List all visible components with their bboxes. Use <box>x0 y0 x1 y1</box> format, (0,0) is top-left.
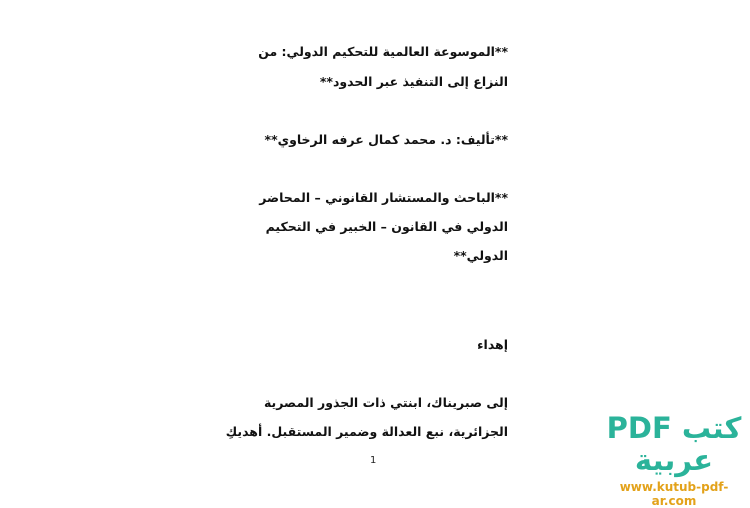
watermark-logo <box>600 412 748 508</box>
dedication-line-1: إلى صبريناك، ابنتي ذات الجذور المصرية <box>263 395 508 410</box>
title-line-1: **الموسوعة العالمية للتحكيم الدولي: من <box>258 44 508 59</box>
author-role-line-1: **الباحث والمستشار القانوني – المحاضر <box>259 190 508 205</box>
author-line: **تأليف: د. محمد كمال عرفه الرخاوي** <box>264 132 508 147</box>
author-role-line-2: الدولي في القانون – الخبير في التحكيم <box>265 219 508 234</box>
dedication-line-2: الجزائرية، نبع العدالة وضمير المستقبل. أهديكِ <box>225 424 508 439</box>
author-role-line-3: الدولي** <box>453 248 508 263</box>
page-number: 1 <box>370 455 377 466</box>
watermark-title: كتب PDF عربية <box>606 411 742 477</box>
dedication-heading: إهداء <box>477 337 508 352</box>
title-line-2: النزاع إلى التنفيذ عبر الحدود** <box>319 74 508 89</box>
watermark-url: www.kutub-pdf-ar.com <box>619 480 729 508</box>
